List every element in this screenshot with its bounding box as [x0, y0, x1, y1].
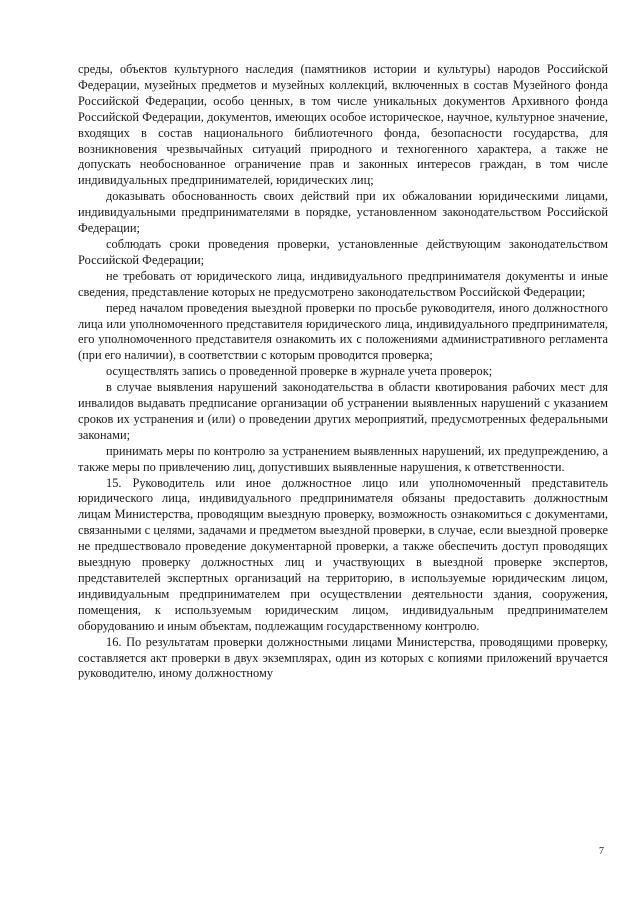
paragraph-quota-violations: в случае выявления нарушений законодательства в области квотирования рабочих мест для инвалидов выдавать предписание организации об устранении выявленных нарушений с указанием сроков их устранения и (или) о проведении других мероприятий, предусмотренных федеральными законами;: [78, 380, 608, 442]
paragraph-journal-record: осуществлять запись о проведенной проверке в журнале учета проверок;: [106, 364, 493, 379]
paragraph-control-measures: принимать меры по контролю за устранением выявленных нарушений, их предупреждению, а также меры по привлечению лиц, допустивших выявленные нарушения, к ответственности.: [78, 443, 608, 474]
paragraph-familiarize-regulation: перед началом проведения выездной проверки по просьбе руководителя, иного должностного лица или уполномоченного представителя юридического лица, индивидуального предпринимателя, его уполномоченного представителя ознакомить их с положениями административного регламента (при его наличии), в соответствии с которым проводится проверка;: [78, 300, 608, 363]
document-page: [78, 62, 608, 682]
page-number: 7: [599, 846, 604, 857]
paragraph-no-extra-documents: не требовать от юридического лица, индивидуального предпринимателя документы и иные сведения, представление которых не предусмотрено законодательством Российской Федерации;: [78, 268, 608, 299]
paragraph-observe-deadlines: соблюдать сроки проведения проверки, установленные действующим законодательством Российской Федерации;: [78, 236, 608, 267]
paragraph-item-15: 15. Руководитель или иное должностное лицо или уполномоченный представитель юридического лица, индивидуального предпринимателя обязаны предоставить должностным лицам Министерства, проводящим выездную проверку, возможность ознакомиться с документами, связанными с целями, задачами и предметом выездной проверки, в случае, если выездной проверке не предшествовало проведение документарной проверки, а также обеспечить доступ проводящих выездную проверку должностных лиц и участвующих в выездной проверке экспертов, представителей экспертных организаций на территорию, в используемые юридическим лицом, индивидуальным предпринимателем при осуществлении деятельности здания, сооружения, помещения, к используемым юридическим лицом, индивидуальным предпринимателем оборудованию и иным объектам, подлежащим государственному контролю.: [78, 475, 608, 633]
paragraph-justify-actions: доказывать обоснованность своих действий при их обжаловании юридическими лицами, индивидуальными предпринимателями в порядке, установленном законодательством Российской Федерации;: [78, 189, 608, 236]
paragraph-continuation: среды, объектов культурного наследия (памятников истории и культуры) народов Российской Федерации, музейных предметов и музейных коллекций, включенных в состав Музейного фонда Российской Федерации, особо ценных, в том числе уникальных документов Архивного фонда Российской Федерации, документов, имеющих особое историческое, научное, культурное значение, входящих в состав национального библиотечного фонда, безопасности государства, для возникновения чрезвычайных ситуаций природного и техногенного характера, а также не допускать необоснованное ограничение прав и законных интересов граждан, в том числе индивидуальных предпринимателей, юридических лиц;: [78, 62, 608, 188]
paragraph-item-16: 16. По результатам проверки должностными лицами Министерства, проводящими проверку, составляется акт проверки в двух экземплярах, один из которых с копиями приложений вручается руководителю, иному должностному: [78, 634, 608, 681]
